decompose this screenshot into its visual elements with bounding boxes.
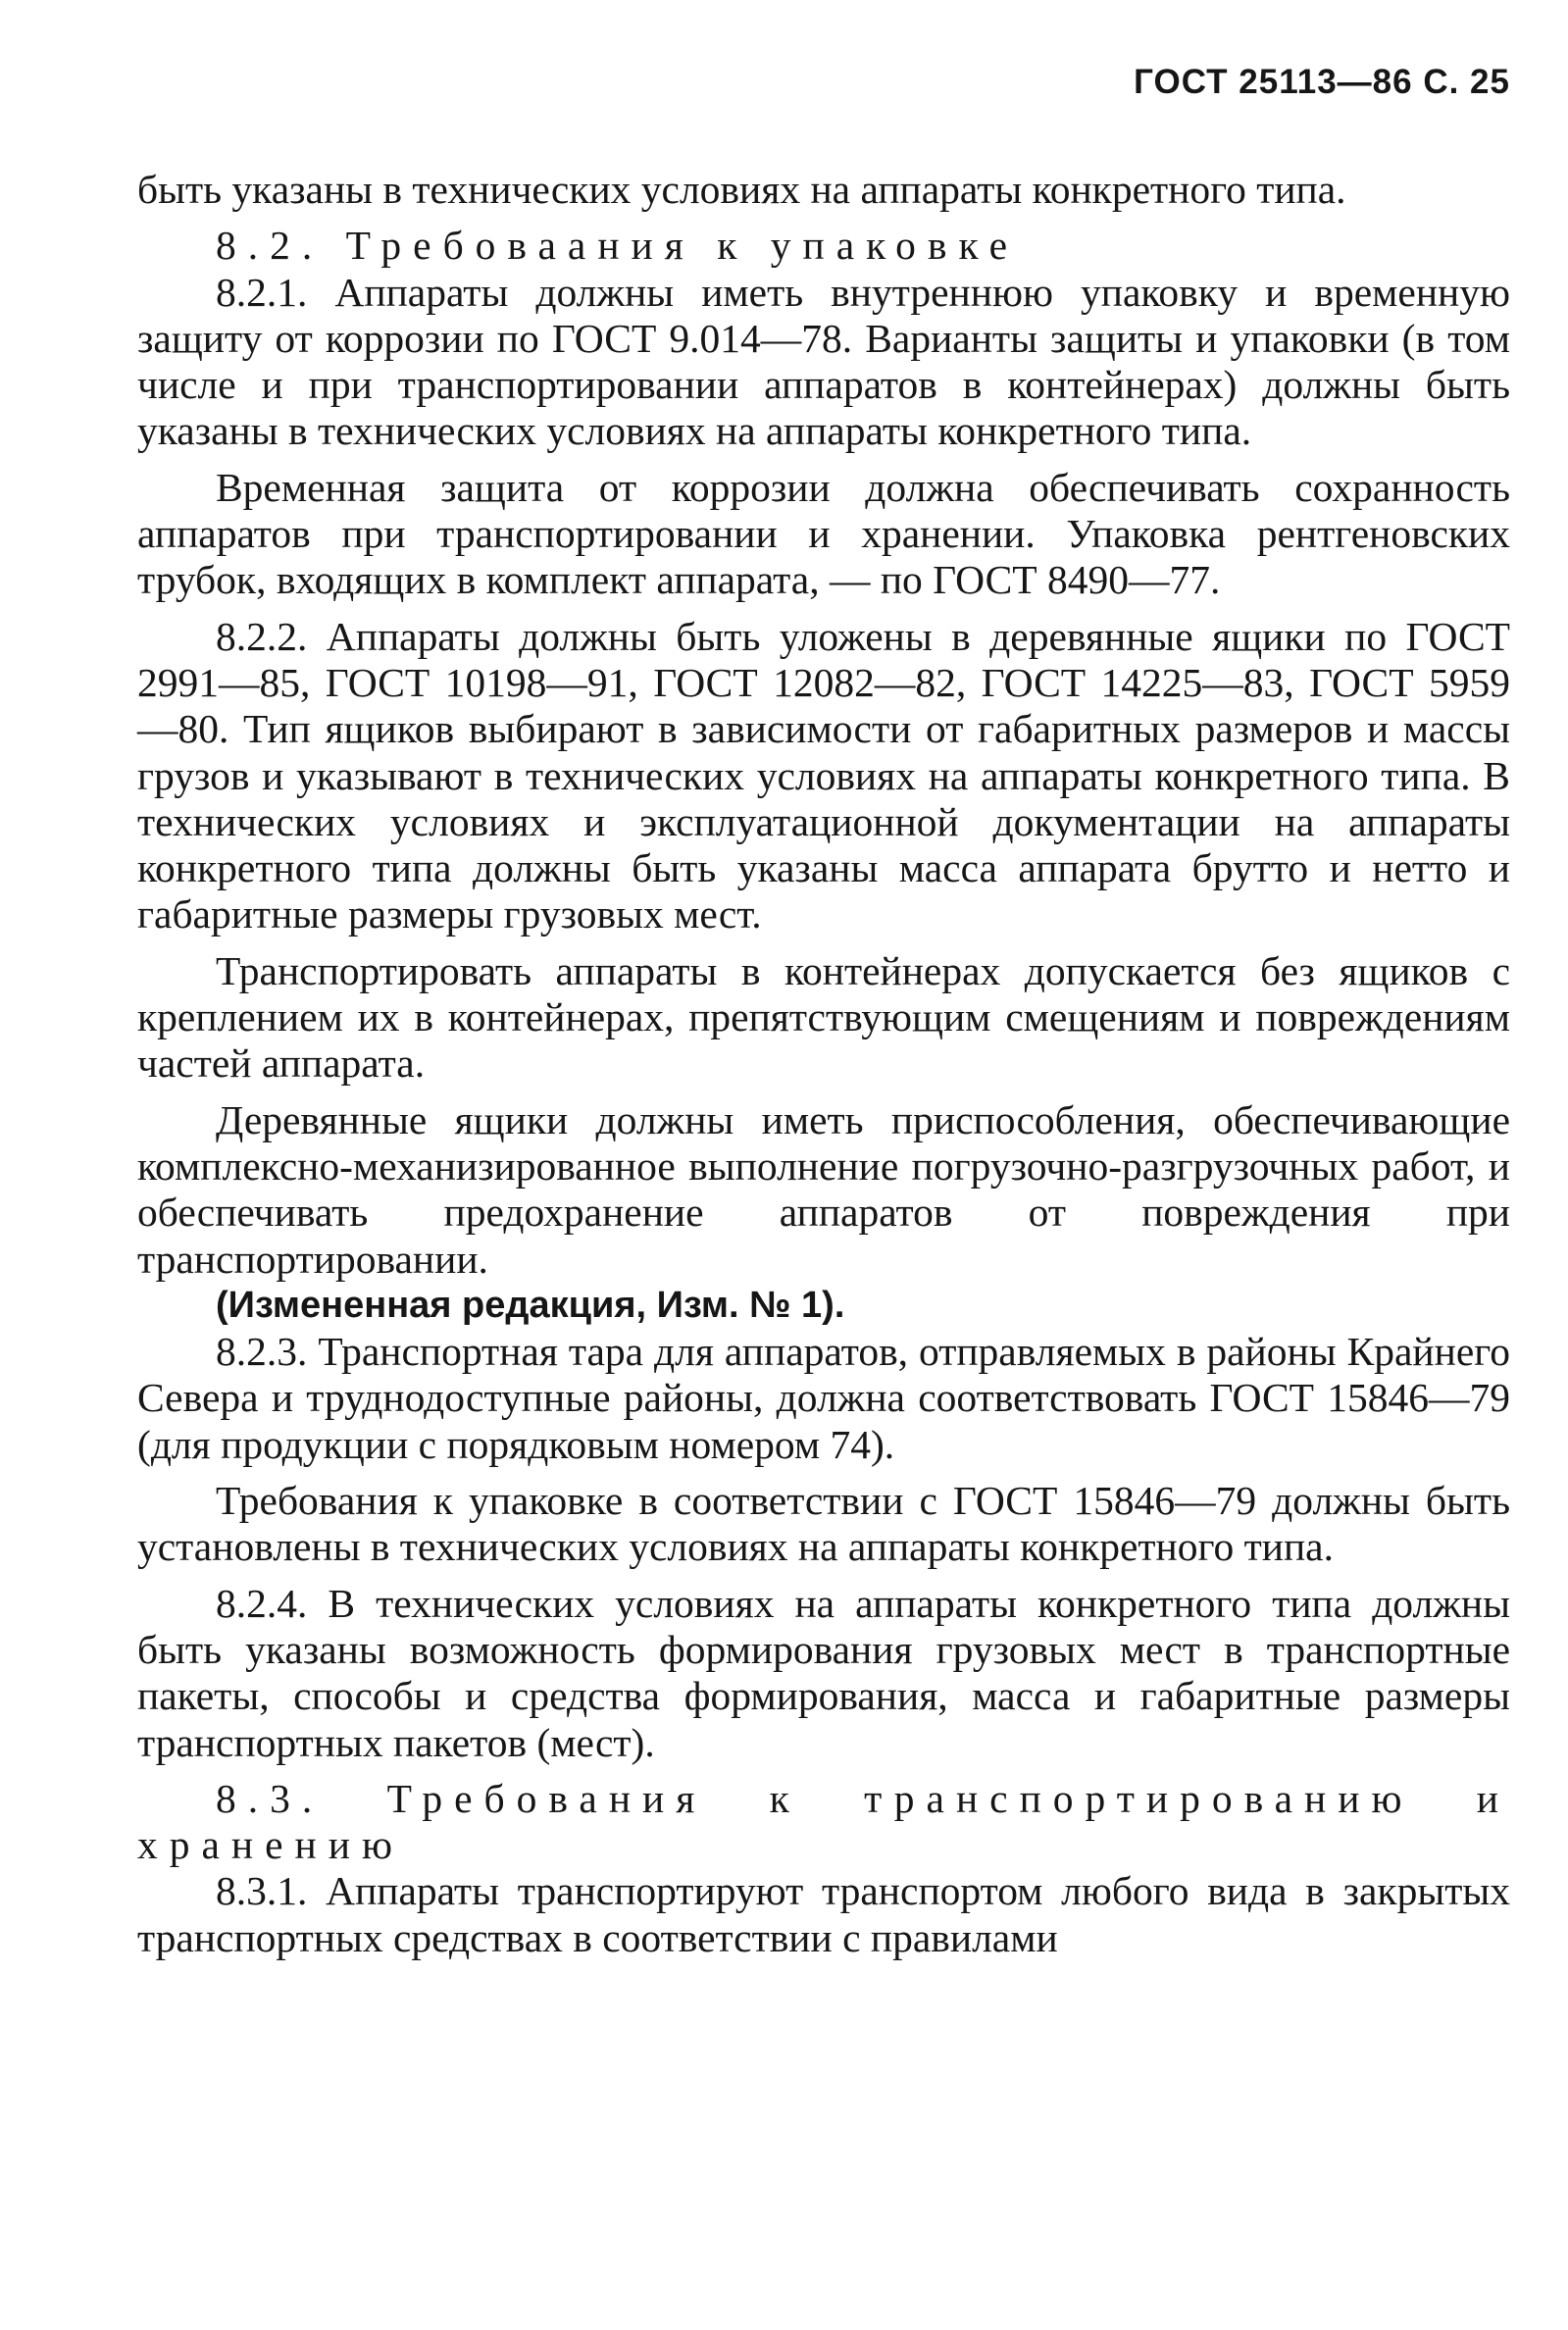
paragraph-temporary-protection: Временная защита от коррозии должна обеспечивать сохранность аппаратов при транспортировании и хранении. Упаковка рентгеновских трубок, входящих в комплект аппарата, — по ГОСТ 8490—77. (137, 464, 1510, 603)
amendment-note: (Измененная редакция, Изм. № 1). (216, 1284, 845, 1326)
clause-8-2-2: 8.2.2. Аппараты должны быть уложены в деревянные ящики по ГОСТ 2991—85, ГОСТ 10198—91, ГОСТ 12082—82, ГОСТ 14225—83, ГОСТ 5959—80. Тип ящиков выбирают в зависимости от габаритных размеров и массы грузов и указывают в технических условиях на аппараты конкретного типа. В технических условиях и эксплуатационной документации на аппараты конкретного типа должны быть указаны масса аппарата брутто и нетто и габаритные размеры грузовых мест. (137, 613, 1510, 937)
paragraph-wooden-boxes: Деревянные ящики должны иметь приспособления, обеспечивающие комплексно-механизированное выполнение погрузочно-разгрузочных работ, и обеспечивать предохранение аппаратов от повреждения при транспортировании. (137, 1096, 1510, 1282)
clause-8-2-3: 8.2.3. Транспортная тара для аппаратов, отправляемых в районы Крайнего Севера и труднодоступные районы, должна соответствовать ГОСТ 15846—79 (для продукции с порядковым номером 74). (137, 1329, 1510, 1467)
paragraph-continuation: быть указаны в технических условиях на аппараты конкретного типа. (137, 167, 1346, 212)
section-heading-transport-storage: 8.3. Требования к транспортированию и хранению (137, 1775, 1510, 1868)
clause-8-2-4: 8.2.4. В технических условиях на аппараты конкретного типа должны быть указаны возможность формирования грузовых мест в транспортные пакеты, способы и средства формирования, масса и габаритные размеры транспортных пакетов (мест). (137, 1580, 1510, 1765)
paragraph-packaging-requirements: Требования к упаковке в соответствии с ГОСТ 15846—79 должны быть установлены в технических условиях на аппараты конкретного типа. (137, 1478, 1510, 1570)
running-header: ГОСТ 25113—86 С. 25 (1134, 63, 1510, 101)
page-content (137, 0, 1510, 2330)
section-heading-packaging: 8.2. Требоваания к упаковке (216, 223, 1020, 269)
clause-8-3-1: 8.3.1. Аппараты транспортируют транспортом любого вида в закрытых транспортных средствах в соответствии с правилами (137, 1868, 1510, 1960)
paragraph-container-transport: Транспортировать аппараты в контейнерах допускается без ящиков с креплением их в контейнерах, препятствующим смещениям и повреждениям частей аппарата. (137, 947, 1510, 1087)
document-body (137, 167, 1510, 1961)
clause-8-2-1: 8.2.1. Аппараты должны иметь внутреннюю упаковку и временную защиту от коррозии по ГОСТ 9.014—78. Варианты защиты и упаковки (в том числе и при транспортировании аппаратов в контейнерах) должны быть указаны в технических условиях на аппараты конкретного типа. (137, 269, 1510, 454)
